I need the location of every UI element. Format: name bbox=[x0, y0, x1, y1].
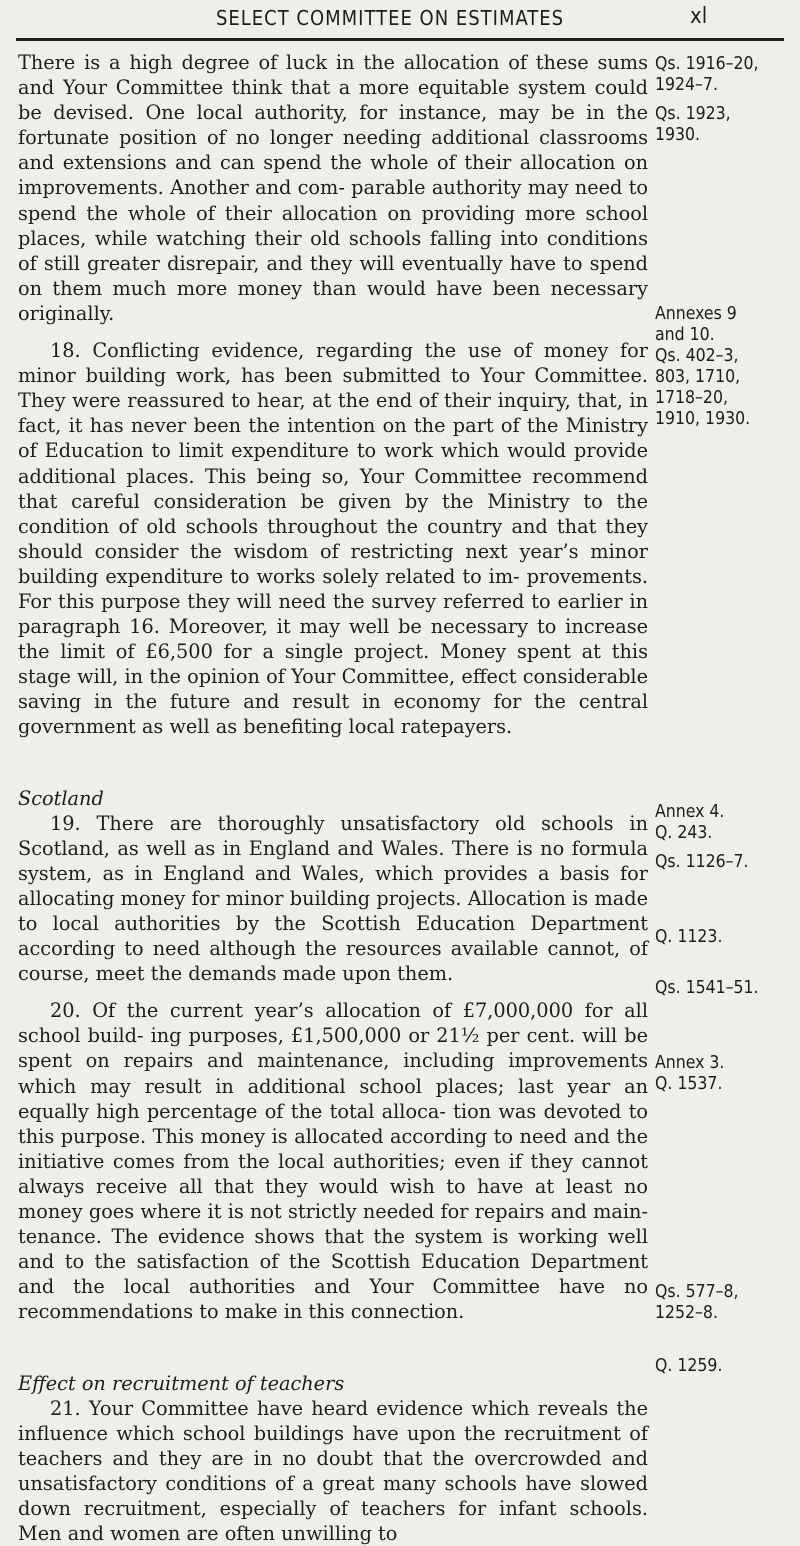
page-number: xl bbox=[690, 4, 708, 29]
margin-reference: Qs. 577–8, 1252–8. bbox=[655, 1282, 739, 1323]
paragraph-20: 20. Of the current year’s allocation of £7,000,000 for all school build- ing purposes, £1,500,000 or 21½ per cent. will be spent on repairs and maintenance, including improvements which may result in additional school places; last year an equally high percentage of the total alloca- tion was devoted to this purpose. This money is allocated according to need and the initiative comes from the local authorities; even if they cannot always receive all that they would wish to have at least no money goes where it is not strictly needed for repairs and main- tenance. The evidence shows that the system is working well and to the satisfaction of the Scottish Education Department and the local authorities and Your Committee have no recommendations to make in this connection. bbox=[18, 999, 648, 1324]
margin-reference: Q. 1123. bbox=[655, 927, 723, 947]
paragraph-18: 18. Conflicting evidence, regarding the use of money for minor building work, has been submitted to Your Committee. They were reassured to hear, at the end of their inquiry, that, in fact, it has never been the intention on the part of the Ministry of Education to limit expenditure to work which would provide additional places. This being so, Your Committee recommend that careful consideration be given by the Ministry to the condition of old schools throughout the country and that they should consider the wisdom of restricting next year’s minor building expenditure to works solely related to im- provements. For this purpose they will need the survey referred to earlier in paragraph 16. Moreover, it may well be necessary to increase the limit of £6,500 for a single project. Money spent at this stage will, in the opinion of Your Committee, effect considerable saving in the future and result in economy for the central government as well as benefiting local ratepayers. bbox=[18, 339, 648, 739]
paragraph-19: 19. There are thoroughly unsatisfactory old schools in Scotland, as well as in England and Wales. There is no formula system, as in England and Wales, which provides a basis for allocating money for minor building projects. Allocation is made to local authorities by the Scottish Education Department according to need although the resources available cannot, of course, meet the demands made upon them. bbox=[18, 811, 648, 986]
paragraph-intro: There is a high degree of luck in the allocation of these sums and Your Committee think that a more equitable system could be devised. One local authority, for instance, may be in the fortunate position of no longer needing additional classrooms and extensions and can spend the whole of their allocation on improvements. Another and com- parable authority may need to spend the whole of their allocation on providing more school places, while watching their old schools falling into conditions of still greater disrepair, and they will eventually have to spend on them much more money than would have been necessary originally. bbox=[18, 51, 648, 325]
margin-reference: Q. 1259. bbox=[655, 1356, 723, 1376]
paragraph-21: 21. Your Committee have heard evidence which reveals the influence which school buildings have upon the recruitment of teachers and they are in no doubt that the overcrowded and unsatisfactory conditions of a great many schools have slowed down recruitment, especially of teachers for infant schools. Men and women are often unwilling to bbox=[18, 1396, 648, 1546]
margin-reference: Qs. 1126–7. bbox=[655, 852, 749, 872]
margin-reference: Annexes 9 and 10. Qs. 402–3, 803, 1710, 1718–20, 1910, 1930. bbox=[655, 304, 751, 429]
header-rule bbox=[16, 38, 784, 41]
margin-reference: Annex 4. Q. 243. bbox=[655, 802, 725, 843]
running-title: SELECT COMMITTEE ON ESTIMATES bbox=[215, 6, 565, 30]
heading-recruitment: Effect on recruitment of teachers bbox=[18, 1371, 345, 1395]
margin-reference: Qs. 1541–51. bbox=[655, 978, 759, 998]
margin-reference: Qs. 1923, 1930. bbox=[655, 104, 731, 145]
margin-reference: Annex 3. Q. 1537. bbox=[655, 1053, 725, 1094]
heading-scotland: Scotland bbox=[18, 786, 104, 810]
main-text bbox=[18, 50, 648, 1546]
page-header bbox=[0, 0, 800, 42]
margin-reference: Qs. 1916–20, 1924–7. bbox=[655, 54, 759, 95]
